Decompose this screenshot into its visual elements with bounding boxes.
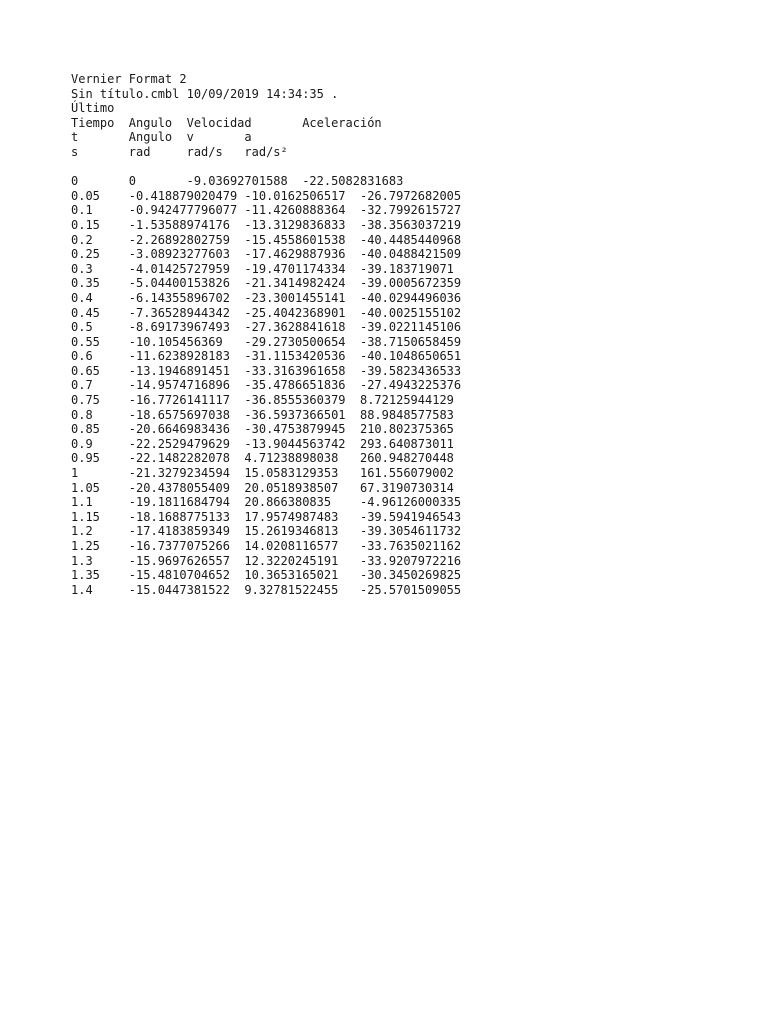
data-row: 0.25 -3.08923277603 -17.4629887936 -40.0488421509 [71, 247, 462, 262]
data-row: 0.1 -0.942477796077 -11.4260888364 -32.7992615727 [71, 203, 462, 218]
data-row: 0.35 -5.04400153826 -21.3414982424 -39.0005672359 [71, 276, 462, 291]
data-row: 1.25 -16.7377075266 14.0208116577 -33.7635021162 [71, 539, 462, 553]
data-row: 1 -21.3279234594 15.0583129353 161.556079002 [71, 466, 454, 481]
column-units-line: s rad rad/s rad/s² [71, 144, 288, 159]
data-row: 0.9 -22.2529479629 -13.9044563742 293.640873011 [71, 436, 454, 451]
file-line: Sin título.cmbl 10/09/2019 14:34:35 . [71, 86, 339, 101]
data-row: 0.55 -10.105456369 -29.2730500654 -38.7150658459 [71, 334, 462, 349]
data-row: 0.75 -16.7726141117 -36.8555360379 8.72125944129 [71, 393, 454, 408]
data-row: 0.4 -6.14355896702 -23.3001455141 -40.0294496036 [71, 290, 462, 305]
data-row: 0.3 -4.01425727959 -19.4701174334 -39.183719071 [71, 261, 454, 276]
data-row: 0.8 -18.6575697038 -36.5937366501 88.9848577583 [71, 407, 454, 422]
column-symbols-line: t Angulo v a [71, 130, 252, 145]
data-row: 0.2 -2.26892802759 -15.4558601538 -40.4485440968 [71, 232, 462, 247]
data-row: 0.15 -1.53588974176 -13.3129836833 -38.3563037219 [71, 217, 462, 232]
document-text [71, 72, 461, 597]
data-row: 1.4 -15.0447381522 9.32781522455 -25.5701509055 [71, 582, 462, 597]
data-row: 0.6 -11.6238928183 -31.1153420536 -40.1048650651 [71, 349, 462, 364]
data-row: 1.15 -18.1688775133 17.9574987483 -39.5941946543 [71, 509, 462, 524]
data-row: 0.7 -14.9574716896 -35.4786651836 -27.4943225376 [71, 378, 462, 393]
format-line: Vernier Format 2 [71, 72, 187, 86]
dataset-line: Último [71, 101, 115, 116]
data-row: 1.1 -19.1811684794 20.866380835 -4.96126000335 [71, 495, 462, 510]
data-row: 1.05 -20.4378055409 20.0518938507 67.3190730314 [71, 480, 454, 495]
data-row: 0.45 -7.36528944342 -25.4042368901 -40.0025155102 [71, 305, 462, 320]
data-row: 1.35 -15.4810704652 10.3653165021 -30.3450269825 [71, 568, 462, 583]
column-names-line: Tiempo Angulo Velocidad Aceleración [71, 115, 382, 130]
data-row: 0.95 -22.1482282078 4.71238898038 260.948270448 [71, 451, 454, 466]
data-row: 0.05 -0.418879020479 -10.0162506517 -26.7972682005 [71, 188, 462, 203]
data-row: 0.85 -20.6646983436 -30.4753879945 210.802375365 [71, 422, 454, 437]
data-row: 0.5 -8.69173967493 -27.3628841618 -39.0221145106 [71, 320, 462, 335]
data-row: 0.65 -13.1946891451 -33.3163961658 -39.5823436533 [71, 363, 462, 378]
data-row: 0 0 -9.03692701588 -22.5082831683 [71, 174, 404, 189]
data-row: 1.3 -15.9697626557 12.3220245191 -33.9207972216 [71, 553, 462, 568]
blank-line [71, 160, 461, 175]
data-row: 1.2 -17.4183859349 15.2619346813 -39.3054611732 [71, 524, 462, 539]
